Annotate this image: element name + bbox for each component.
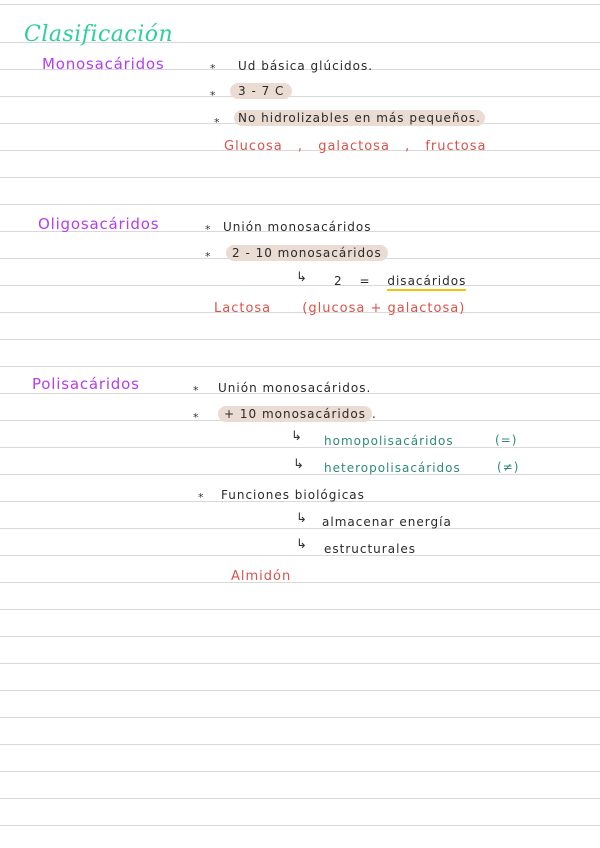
bullet-icon: * xyxy=(193,384,199,397)
poli-type-hetero: heteropolisacáridos xyxy=(324,461,461,475)
poli-example: Almidón xyxy=(231,569,292,584)
poli-point-1: Unión monosacáridos. xyxy=(218,381,372,395)
oligo-point-2: 2 - 10 monosacáridos xyxy=(226,245,388,261)
bullet-icon: * xyxy=(193,411,199,424)
bullet-icon: * xyxy=(210,89,216,102)
mono-point-3: No hidrolizables en más pequeños. xyxy=(234,110,485,126)
page-title: Clasificación xyxy=(24,22,174,47)
arrow-icon: ↳ xyxy=(296,511,307,526)
poli-type-homo-symbol: (=) xyxy=(495,433,518,447)
poli-point-2-suffix: . xyxy=(371,407,377,421)
poli-type-homo: homopolisacáridos xyxy=(324,434,454,448)
oligo-sub-term: disacáridos xyxy=(387,274,466,291)
mono-point-1: Ud básica glúcidos. xyxy=(238,59,374,73)
poli-function-1: almacenar energía xyxy=(322,515,452,529)
arrow-icon: ↳ xyxy=(296,270,307,285)
poli-function-2: estructurales xyxy=(324,542,417,556)
example-separator: , xyxy=(405,139,411,154)
example-glucosa: Glucosa xyxy=(224,139,283,154)
oligo-sub-number: 2 xyxy=(334,274,343,288)
example-lactosa-detail: (glucosa + galactosa) xyxy=(302,301,466,316)
poli-type-hetero-symbol: (≠) xyxy=(497,460,520,474)
equals-sign: = xyxy=(359,274,371,288)
section-heading-monosacaridos: Monosacáridos xyxy=(42,55,165,73)
bullet-icon: * xyxy=(214,116,220,129)
bullet-icon: * xyxy=(205,250,211,263)
example-separator: , xyxy=(297,139,304,154)
poli-point-2: + 10 monosacáridos xyxy=(218,406,372,422)
example-lactosa: Lactosa xyxy=(214,301,272,316)
arrow-icon: ↳ xyxy=(291,429,302,444)
section-heading-polisacaridos: Polisacáridos xyxy=(32,375,140,393)
bullet-icon: * xyxy=(210,62,216,75)
oligo-point-1: Unión monosacáridos xyxy=(223,220,372,234)
section-heading-oligosacaridos: Oligosacáridos xyxy=(38,215,160,233)
bullet-icon: * xyxy=(198,491,204,504)
oligo-example xyxy=(214,302,465,315)
arrow-icon: ↳ xyxy=(293,457,304,472)
bullet-icon: * xyxy=(205,223,211,236)
poli-point-3: Funciones biológicas xyxy=(221,488,365,502)
mono-point-2: 3 - 7 C xyxy=(230,83,292,99)
example-galactosa: galactosa xyxy=(318,139,390,154)
arrow-icon: ↳ xyxy=(296,537,307,552)
mono-examples xyxy=(224,140,486,153)
example-fructosa: fructosa xyxy=(425,139,487,154)
